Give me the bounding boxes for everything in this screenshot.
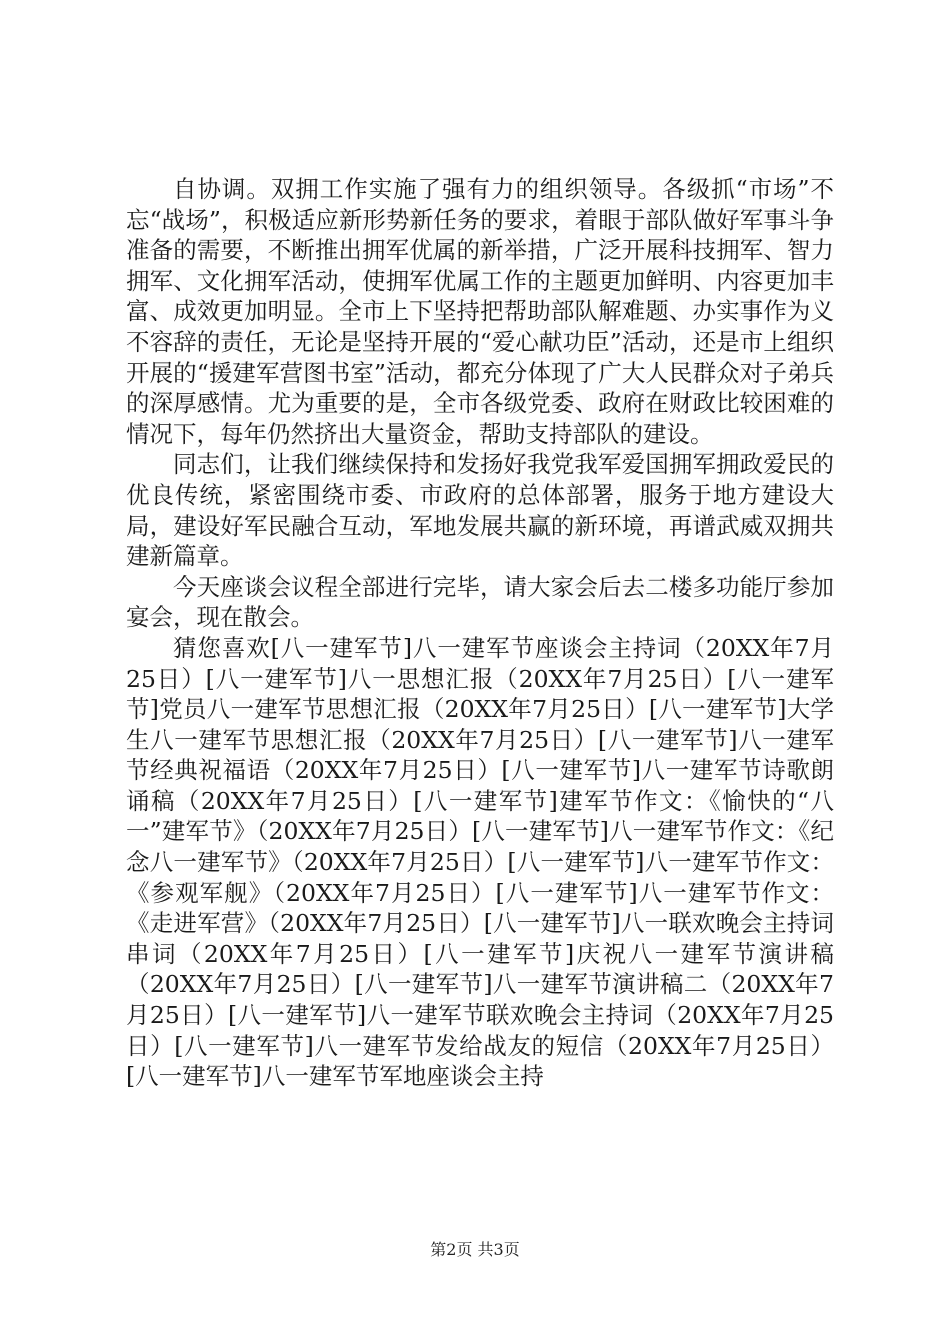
page-footer	[0, 1237, 950, 1260]
paragraph-comrades-appeal: 同志们，让我们继续保持和发扬好我党我军爱国拥军拥政爱民的优良传统，紧密围绕市委、市政府的总体部署，服务于地方建设大局，建设好军民融合互动，军地发展共赢的新环境，再谱武威双拥共建新篇章。	[126, 450, 834, 571]
document-body	[126, 174, 834, 1092]
page-number: 第2页 共3页	[430, 1240, 520, 1259]
paragraph-related-articles: 猜您喜欢[八一建军节]八一建军节座谈会主持词（20XX年7月25日）[八一建军节]八一思想汇报（20XX年7月25日）[八一建军节]党员八一建军节思想汇报（20XX年7月25日）[八一建军节]大学生八一建军节思想汇报（20XX年7月25日）[八一建军节]八一建军节经典祝福语（20XX年7月25日）[八一建军节]八一建军节诗歌朗诵稿（20XX年7月25日）[八一建军节]建军节作文：《愉快的“八一”建军节》（20XX年7月25日）[八一建军节]八一建军节作文：《纪念八一建军节》（20XX年7月25日）[八一建军节]八一建军节作文：《参观军舰》（20XX年7月25日）[八一建军节]八一建军节作文：《走进军营》（20XX年7月25日）[八一建军节]八一联欢晚会主持词串词（20XX年7月25日）[八一建军节]庆祝八一建军节演讲稿（20XX年7月25日）[八一建军节]八一建军节演讲稿二（20XX年7月25日）[八一建军节]八一建军节联欢晚会主持词（20XX年7月25日）[八一建军节]八一建军节发给战友的短信（20XX年7月25日）[八一建军节]八一建军节军地座谈会主持	[126, 633, 834, 1091]
paragraph-shuangyong-work: 自协调。双拥工作实施了强有力的组织领导。各级抓“市场”不忘“战场”，积极适应新形势新任务的要求，着眼于部队做好军事斗争准备的需要，不断推出拥军优属的新举措，广泛开展科技拥军、智力拥军、文化拥军活动，使拥军优属工作的主题更加鲜明、内容更加丰富、成效更加明显。全市上下坚持把帮助部队解难题、办实事作为义不容辞的责任，无论是坚持开展的“爱心献功臣”活动，还是市上组织开展的“援建军营图书室”活动，都充分体现了广大人民群众对子弟兵的深厚感情。尤为重要的是，全市各级党委、政府在财政比较困难的情况下，每年仍然挤出大量资金，帮助支持部队的建设。	[126, 175, 834, 448]
paragraph-meeting-closing: 今天座谈会议程全部进行完毕，请大家会后去二楼多功能厅参加宴会，现在散会。	[126, 572, 834, 632]
